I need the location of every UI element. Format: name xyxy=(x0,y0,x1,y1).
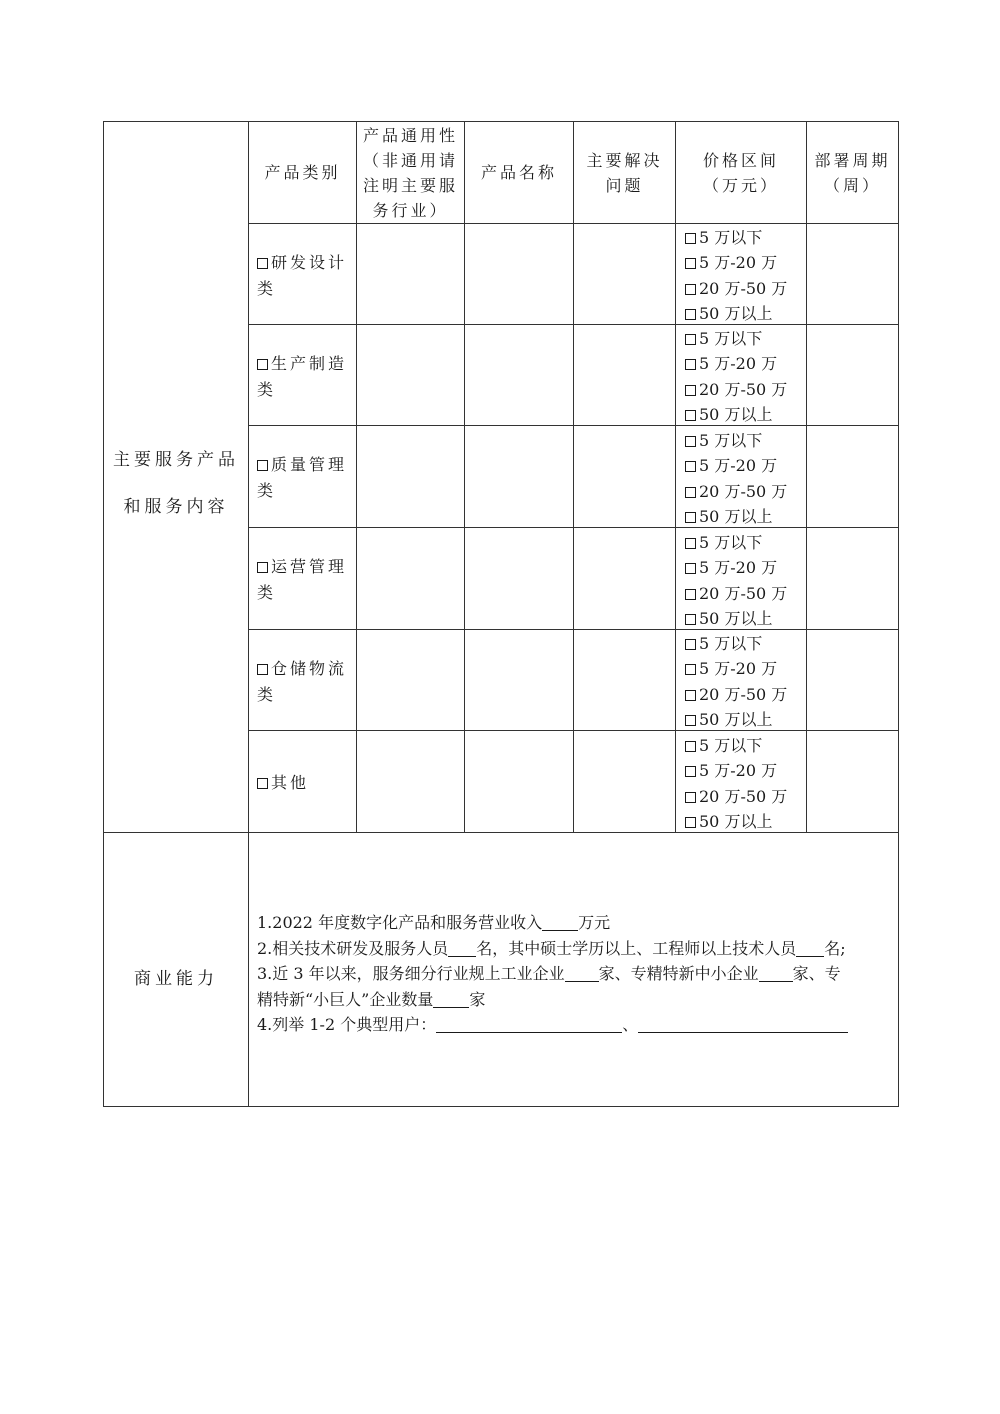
checkbox-icon[interactable] xyxy=(685,589,696,600)
checkbox-icon[interactable] xyxy=(257,562,268,573)
price-option[interactable]: 20 万-50 万 xyxy=(685,682,787,707)
engineer-count-blank[interactable] xyxy=(796,940,824,957)
price-option[interactable]: 5 万-20 万 xyxy=(685,453,787,478)
revenue-blank[interactable] xyxy=(542,914,578,931)
header-generality-line2: （非通用请 xyxy=(362,150,458,170)
checkbox-icon[interactable] xyxy=(257,258,268,269)
checkbox-icon[interactable] xyxy=(257,778,268,789)
price-option[interactable]: 5 万以下 xyxy=(685,326,787,351)
price-option[interactable]: 5 万-20 万 xyxy=(685,656,787,681)
category-checkbox-operations[interactable]: 运营管理 类 xyxy=(257,557,348,602)
checkbox-icon[interactable] xyxy=(685,614,696,625)
price-option[interactable]: 50 万以上 xyxy=(685,606,787,631)
header-category: 产品类别 xyxy=(264,163,341,182)
price-options-row2 xyxy=(685,326,787,427)
checkbox-icon[interactable] xyxy=(257,664,268,675)
checkbox-icon[interactable] xyxy=(685,309,696,320)
category-checkbox-quality[interactable]: 质量管理 类 xyxy=(257,455,348,500)
checkbox-icon[interactable] xyxy=(685,664,696,675)
typical-user-1-blank[interactable] xyxy=(436,1016,622,1033)
price-option[interactable]: 5 万-20 万 xyxy=(685,250,787,275)
header-price-line2: （万元） xyxy=(702,175,779,195)
checkbox-icon[interactable] xyxy=(685,563,696,574)
checkbox-icon[interactable] xyxy=(685,258,696,269)
header-cycle-line2: （周） xyxy=(823,175,881,195)
typical-user-2-blank[interactable] xyxy=(638,1016,848,1033)
divider-left-column xyxy=(248,121,249,1107)
divider-col-5 xyxy=(806,121,807,833)
service-section-label xyxy=(104,437,248,531)
price-option[interactable]: 5 万以下 xyxy=(685,631,787,656)
price-option[interactable]: 5 万以下 xyxy=(685,530,787,555)
checkbox-icon[interactable] xyxy=(685,792,696,803)
checkbox-icon[interactable] xyxy=(685,639,696,650)
checkbox-icon[interactable] xyxy=(685,334,696,345)
checkbox-icon[interactable] xyxy=(685,817,696,828)
price-option[interactable]: 20 万-50 万 xyxy=(685,784,787,809)
divider-row-5 xyxy=(248,730,899,731)
category-checkbox-manufacturing[interactable]: 生产制造 类 xyxy=(257,354,348,399)
checkbox-icon[interactable] xyxy=(685,461,696,472)
price-option[interactable]: 20 万-50 万 xyxy=(685,581,787,606)
business-capability-text xyxy=(257,910,897,1038)
business-line-little-giants: 精特新“小巨人”企业数量 家 xyxy=(257,989,486,1009)
divider-col-2 xyxy=(464,121,465,833)
checkbox-icon[interactable] xyxy=(685,715,696,726)
checkbox-icon[interactable] xyxy=(685,690,696,701)
price-option[interactable]: 5 万以下 xyxy=(685,225,787,250)
divider-col-3 xyxy=(573,121,574,833)
category-checkbox-logistics[interactable]: 仓储物流 类 xyxy=(257,659,348,704)
price-options-row1 xyxy=(685,225,787,326)
staff-count-blank[interactable] xyxy=(448,940,476,957)
business-section-label: 商业能力 xyxy=(134,969,218,989)
checkbox-icon[interactable] xyxy=(685,487,696,498)
divider-col-1 xyxy=(356,121,357,833)
industrial-enterprise-blank[interactable] xyxy=(565,965,599,982)
category-checkbox-other[interactable]: 其他 xyxy=(257,770,309,796)
price-options-row5 xyxy=(685,631,787,732)
price-option[interactable]: 5 万以下 xyxy=(685,733,787,758)
header-generality xyxy=(357,122,464,223)
divider-row-3 xyxy=(248,527,899,528)
checkbox-icon[interactable] xyxy=(257,359,268,370)
header-cycle-line1: 部署周期 xyxy=(814,150,891,170)
sme-count-blank[interactable] xyxy=(759,965,793,982)
header-price-line1: 价格区间 xyxy=(702,150,779,170)
service-label-line1: 主要服务产品 xyxy=(113,450,239,470)
checkbox-icon[interactable] xyxy=(685,741,696,752)
divider-row-4 xyxy=(248,629,899,630)
header-problem xyxy=(574,122,675,223)
checkbox-icon[interactable] xyxy=(685,766,696,777)
service-label-line2: 和服务内容 xyxy=(123,497,229,517)
header-product-name: 产品名称 xyxy=(480,163,557,182)
price-option[interactable]: 50 万以上 xyxy=(685,301,787,326)
price-option[interactable]: 20 万-50 万 xyxy=(685,377,787,402)
price-options-row3 xyxy=(685,428,787,529)
checkbox-icon[interactable] xyxy=(685,233,696,244)
checkbox-icon[interactable] xyxy=(685,284,696,295)
checkbox-icon[interactable] xyxy=(685,359,696,370)
header-generality-line3: 注明主要服 xyxy=(362,175,458,195)
checkbox-icon[interactable] xyxy=(685,538,696,549)
divider-col-4 xyxy=(675,121,676,833)
divider-row-2 xyxy=(248,425,899,426)
price-options-row6 xyxy=(685,733,787,834)
price-option[interactable]: 5 万以下 xyxy=(685,428,787,453)
little-giant-count-blank[interactable] xyxy=(433,991,469,1008)
price-option[interactable]: 50 万以上 xyxy=(685,402,787,427)
price-option[interactable]: 20 万-50 万 xyxy=(685,479,787,504)
header-cycle xyxy=(807,122,898,223)
header-generality-line1: 产品通用性 xyxy=(362,125,458,145)
divider-row-1 xyxy=(248,324,899,325)
price-option[interactable]: 5 万-20 万 xyxy=(685,351,787,376)
price-option[interactable]: 5 万-20 万 xyxy=(685,555,787,580)
price-option[interactable]: 5 万-20 万 xyxy=(685,758,787,783)
price-option[interactable]: 50 万以上 xyxy=(685,504,787,529)
price-options-row4 xyxy=(685,530,787,631)
checkbox-icon[interactable] xyxy=(685,410,696,421)
checkbox-icon[interactable] xyxy=(257,460,268,471)
price-option[interactable]: 20 万-50 万 xyxy=(685,276,787,301)
business-line-typical-users: 4.列举 1-2 个典型用户： 、 xyxy=(257,1012,897,1038)
checkbox-icon[interactable] xyxy=(685,436,696,447)
business-line-revenue: 1.2022 年度数字化产品和服务营业收入 万元 xyxy=(257,913,611,932)
category-checkbox-rd[interactable]: 研发设计 类 xyxy=(257,253,348,298)
checkbox-icon[interactable] xyxy=(685,512,696,523)
checkbox-icon[interactable] xyxy=(685,385,696,396)
price-option[interactable]: 50 万以上 xyxy=(685,809,787,834)
business-line-clients: 3.近 3 年以来，服务细分行业规上工业企业 家、专精特新中小企业 家、专 xyxy=(257,964,841,983)
business-line-staff: 2.相关技术研发及服务人员 名，其中硕士学历以上、工程师以上技术人员 名; xyxy=(257,938,846,958)
divider-header-row xyxy=(248,223,899,224)
header-problem-line1: 主要解决 xyxy=(586,150,663,170)
header-problem-line2: 问题 xyxy=(605,175,644,195)
header-generality-line4: 务行业） xyxy=(372,200,449,220)
header-price xyxy=(676,122,806,223)
price-option[interactable]: 50 万以上 xyxy=(685,707,787,732)
